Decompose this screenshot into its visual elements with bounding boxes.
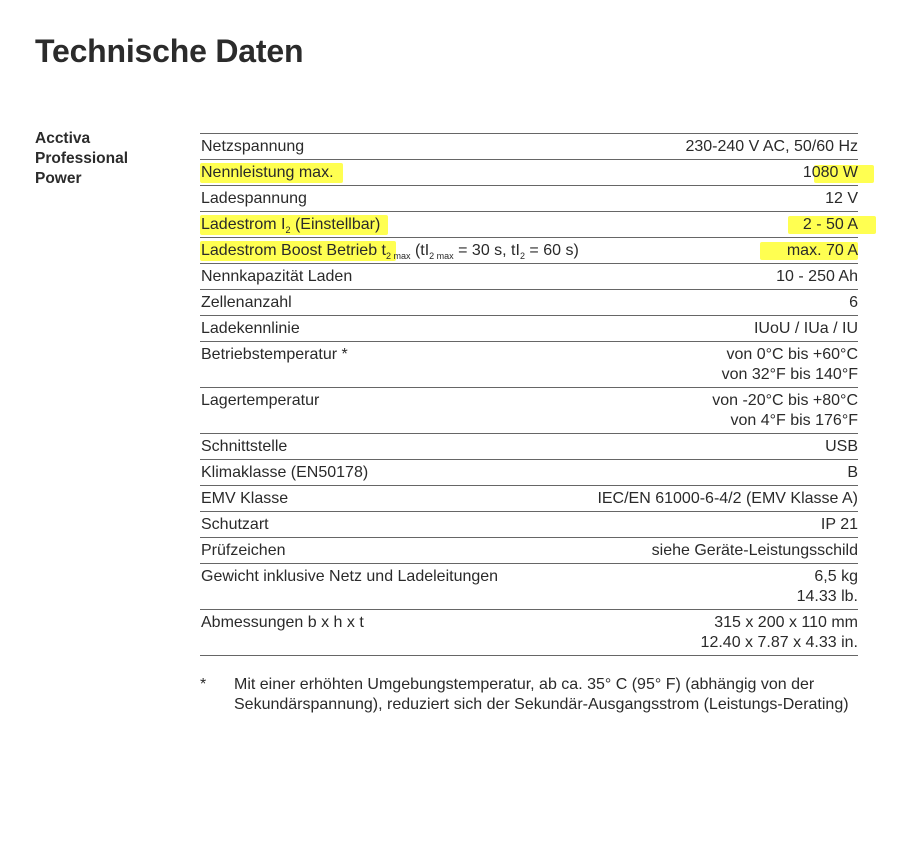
spec-value [787, 241, 858, 261]
spec-value [685, 137, 858, 157]
spec-value-line: max. 70 A [786, 242, 858, 259]
spec-value [803, 163, 858, 183]
label-text: Ladestrom Boost Betrieb t [201, 242, 386, 259]
spec-value [754, 319, 858, 339]
label-subscript: 2 [285, 225, 291, 235]
spec-label: Betriebstemperatur * [201, 346, 348, 363]
spec-value-line: 1080 W [802, 164, 858, 181]
label-text: = 30 s, tI [453, 242, 520, 259]
label-subscript: 2 max [385, 251, 411, 261]
footnote-mark: * [200, 676, 207, 693]
spec-row-abmessungen [200, 610, 858, 656]
spec-label: Ladekennlinie [201, 320, 300, 337]
spec-label: Ladespannung [201, 190, 307, 207]
label-subscript: 2 max [429, 251, 454, 261]
spec-label [200, 241, 579, 261]
spec-row-nennleistung [200, 160, 858, 186]
spec-value-line: von 32°F bis 140°F [721, 366, 858, 383]
spec-value-line: 6 [849, 294, 858, 311]
footnote [200, 675, 860, 715]
spec-row-schnittstelle [200, 434, 858, 460]
spec-row-emv-klasse [200, 486, 858, 512]
spec-row-pruefzeichen [200, 538, 858, 564]
spec-label [200, 215, 380, 235]
footnote-text: Mit einer erhöhten Umgebungstemperatur, ab ca. 35° C (95° F) (abhängig von der Sekundärspannung), reduziert sich der Sekundär-Ausgangsstrom (Leistungs-Derating) [234, 676, 849, 713]
spec-value-line: 14.33 lb. [796, 588, 858, 605]
spec-value-line: 10 - 250 Ah [776, 268, 858, 285]
spec-row-nennkapazitaet [200, 264, 858, 290]
spec-row-netzspannung [200, 134, 858, 160]
product-name-line: Power [35, 170, 82, 187]
spec-value-line: siehe Geräte-Leistungsschild [651, 542, 858, 559]
spec-label: Zellenanzahl [201, 294, 292, 311]
spec-value [825, 437, 858, 457]
spec-label: Netzspannung [201, 138, 305, 155]
spec-row-ladespannung [200, 186, 858, 212]
spec-value [849, 293, 858, 313]
label-text: Ladestrom I [201, 216, 286, 233]
spec-row-zellenanzahl [200, 290, 858, 316]
spec-row-ladestrom-boost [200, 238, 858, 264]
spec-value [821, 515, 858, 535]
spec-value-line: IUoU / IUa / IU [753, 320, 858, 337]
spec-label: Abmessungen b x h x t [201, 614, 364, 631]
spec-row-lagertemperatur [200, 388, 858, 434]
spec-value-line: 12.40 x 7.87 x 4.33 in. [700, 634, 858, 651]
spec-value-line: 6,5 kg [814, 568, 858, 585]
spec-value [825, 189, 858, 209]
spec-value-line: IP 21 [820, 516, 858, 533]
spec-value [597, 489, 858, 509]
spec-label: Nennkapazität Laden [201, 268, 353, 285]
spec-label: Schutzart [201, 516, 269, 533]
spec-value [803, 215, 858, 235]
label-text: (tI [410, 242, 430, 259]
spec-label: Prüfzeichen [201, 542, 286, 559]
spec-value-line: von 0°C bis +60°C [726, 346, 858, 363]
spec-label: Lagertemperatur [201, 392, 320, 409]
spec-value [797, 567, 858, 607]
spec-row-klimaklasse [200, 460, 858, 486]
spec-value [722, 345, 858, 385]
page-title: Technische Daten [35, 33, 304, 69]
product-name-line: Acctiva [35, 130, 91, 147]
spec-value-line: von -20°C bis +80°C [712, 392, 858, 409]
spec-label: Schnittstelle [201, 438, 288, 455]
product-name-line: Professional [35, 150, 129, 167]
spec-row-schutzart [200, 512, 858, 538]
spec-label: Gewicht inklusive Netz und Ladeleitungen [201, 568, 499, 585]
spec-label: Klimaklasse (EN50178) [201, 464, 369, 481]
spec-value-line: B [847, 464, 858, 481]
spec-value [712, 391, 858, 431]
spec-row-betriebstemperatur [200, 342, 858, 388]
spec-row-gewicht [200, 564, 858, 610]
spec-value-line: USB [825, 438, 858, 455]
spec-label: EMV Klasse [201, 490, 289, 507]
spec-value [701, 613, 858, 653]
product-name [35, 129, 165, 189]
spec-value [776, 267, 858, 287]
spec-value-line: 230-240 V AC, 50/60 Hz [685, 138, 858, 155]
spec-value-line: 315 x 200 x 110 mm [714, 614, 858, 631]
label-text: (Einstellbar) [290, 216, 381, 233]
spec-value [847, 463, 858, 483]
label-text: = 60 s) [524, 242, 579, 259]
spec-value [652, 541, 858, 561]
spec-value-line: IEC/EN 61000-6-4/2 (EMV Klasse A) [597, 490, 858, 507]
spec-label: Nennleistung max. [201, 164, 334, 181]
spec-row-ladekennlinie [200, 316, 858, 342]
spec-table [200, 133, 858, 656]
spec-value-line: von 4°F bis 176°F [730, 412, 858, 429]
spec-row-ladestrom [200, 212, 858, 238]
label-subscript: 2 [519, 251, 525, 261]
spec-value-line: 12 V [825, 190, 858, 207]
spec-value-line: 2 - 50 A [802, 216, 858, 233]
